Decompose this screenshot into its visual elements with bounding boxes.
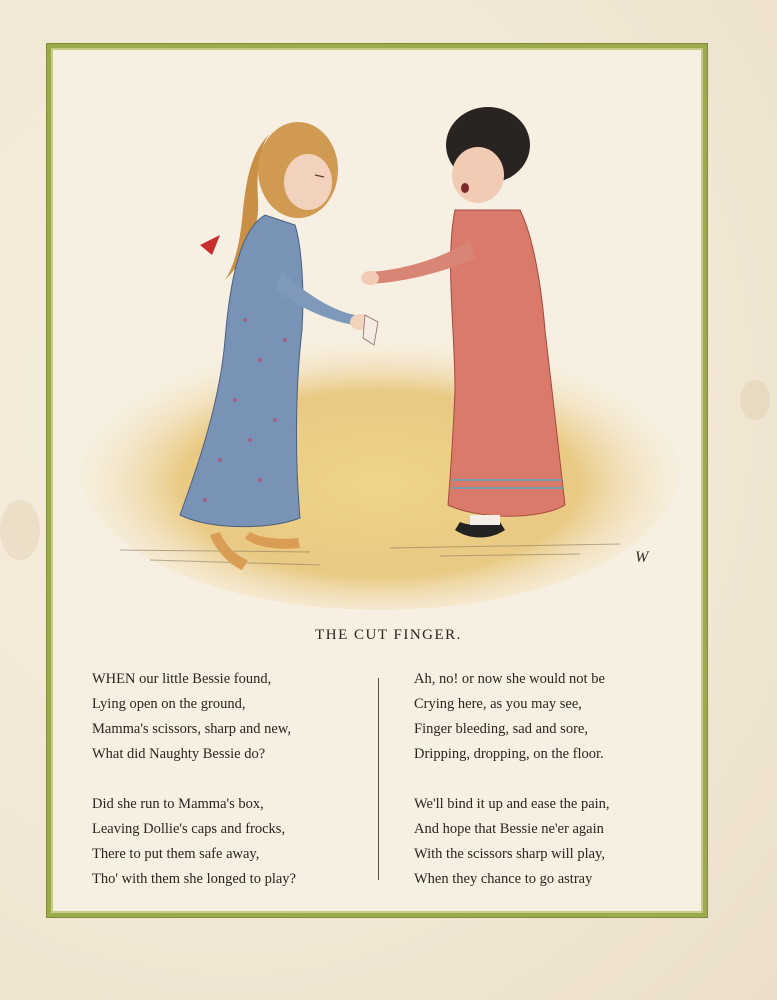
poem-column-right <box>414 667 704 917</box>
poem-line: We'll bind it up and ease the pain, <box>414 796 610 812</box>
poem-line: Lying open on the ground, <box>92 696 246 712</box>
poem-line: Leaving Dollie's caps and frocks, <box>92 821 286 837</box>
poem-line: With the scissors sharp will play, <box>414 846 605 862</box>
poem-line: There to put them safe away, <box>92 846 260 862</box>
stanza <box>92 792 372 892</box>
poem-line: And hope that Bessie ne'er again <box>414 821 604 837</box>
paper-stain <box>740 380 770 420</box>
stanza <box>92 667 372 767</box>
poem-line: When they chance to go astray <box>414 871 593 887</box>
illustration <box>60 60 700 620</box>
poem-line: Dripping, dropping, on the floor. <box>414 746 604 762</box>
ground-wash <box>80 330 680 610</box>
poem-line: What did Naughty Bessie do? <box>92 746 266 762</box>
poem-title: THE CUT FINGER. <box>315 627 462 643</box>
poem-line: Ah, no! or now she would not be <box>414 671 605 687</box>
poem-line: Tho' with them she longed to play? <box>92 871 296 887</box>
poem-column-left <box>92 667 372 917</box>
poem-line: Crying here, as you may see, <box>414 696 582 712</box>
stanza <box>414 792 704 892</box>
poem-line: Finger bleeding, sad and sore, <box>414 721 588 737</box>
poem-line: WHEN our little Bessie found, <box>92 671 272 687</box>
artist-monogram: W <box>635 549 649 566</box>
paper-stain <box>0 500 40 560</box>
stanza <box>414 667 704 767</box>
poem-line: Did she run to Mamma's box, <box>92 796 264 812</box>
poem-line: Mamma's scissors, sharp and new, <box>92 721 291 737</box>
column-divider <box>378 678 379 880</box>
